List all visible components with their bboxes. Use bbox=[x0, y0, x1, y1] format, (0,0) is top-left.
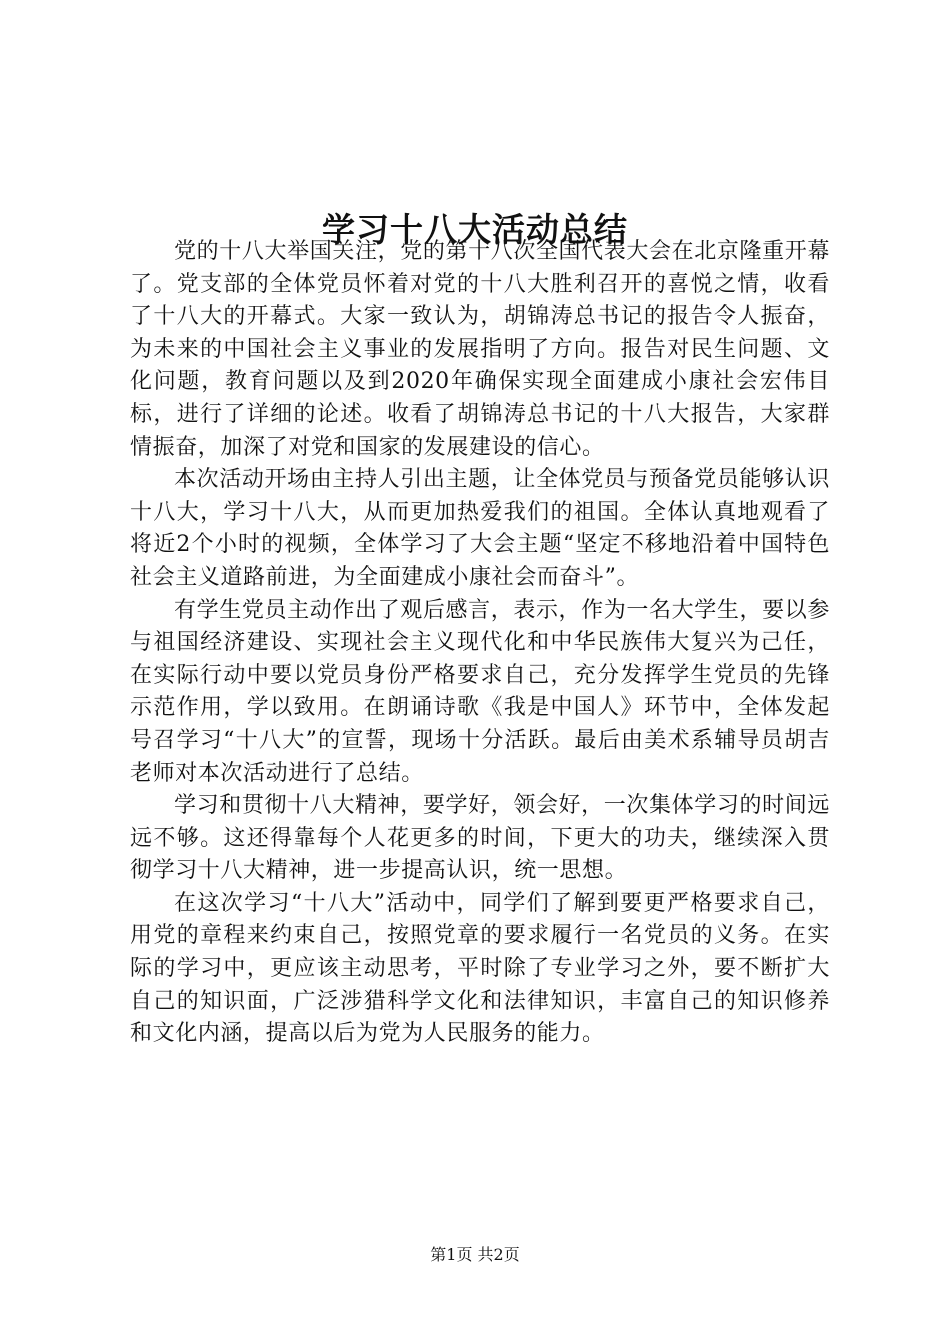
paragraph-1: 党的十八大举国关注，党的第十八次全国代表大会在北京隆重开幕了。党支部的全体党员怀着对党的十八大胜利召开的喜悦之情，收看了十八大的开幕式。大家一致认为，胡锦涛总书记的报告令人振奋，为未来的中国社会主义事业的发展指明了方向。报告对民生问题、文化问题，教育问题以及到2020年确保实现全面建成小康社会宏伟目标，进行了详细的论述。收看了胡锦涛总书记的十八大报告，大家群情振奋，加深了对党和国家的发展建设的信心。 bbox=[130, 239, 830, 460]
document-body bbox=[130, 236, 830, 1051]
paragraph-2: 本次活动开场由主持人引出主题，让全体党员与预备党员能够认识十八大，学习十八大，从而更加热爱我们的祖国。全体认真地观看了将近2个小时的视频，全体学习了大会主题“坚定不移地沿着中国特色社会主义道路前进，为全面建成小康社会而奋斗”。 bbox=[130, 467, 830, 590]
paragraph-3: 有学生党员主动作出了观后感言，表示，作为一名大学生，要以参与祖国经济建设、实现社会主义现代化和中华民族伟大复兴为己任，在实际行动中要以党员身份严格要求自己，充分发挥学生党员的先锋示范作用，学以致用。在朗诵诗歌《我是中国人》环节中，全体发起号召学习“十八大”的宣誓，现场十分活跃。最后由美术系辅导员胡吉老师对本次活动进行了总结。 bbox=[130, 597, 830, 786]
paragraph-4: 学习和贯彻十八大精神，要学好，领会好，一次集体学习的时间远远不够。这还得靠每个人花更多的时间，下更大的功夫，继续深入贯彻学习十八大精神，进一步提高认识，统一思想。 bbox=[130, 793, 830, 884]
page-footer: 第1页 共2页 bbox=[430, 1245, 520, 1264]
paragraph-5: 在这次学习“十八大”活动中，同学们了解到要更严格要求自己，用党的章程来约束自己，按照党章的要求履行一名党员的义务。在实际的学习中，更应该主动思考，平时除了专业学习之外，要不断扩大自己的知识面，广泛涉猎科学文化和法律知识，丰富自己的知识修养和文化内涵，提高以后为党为人民服务的能力。 bbox=[130, 890, 830, 1047]
document-title: 学习十八大活动总结 bbox=[322, 210, 628, 250]
